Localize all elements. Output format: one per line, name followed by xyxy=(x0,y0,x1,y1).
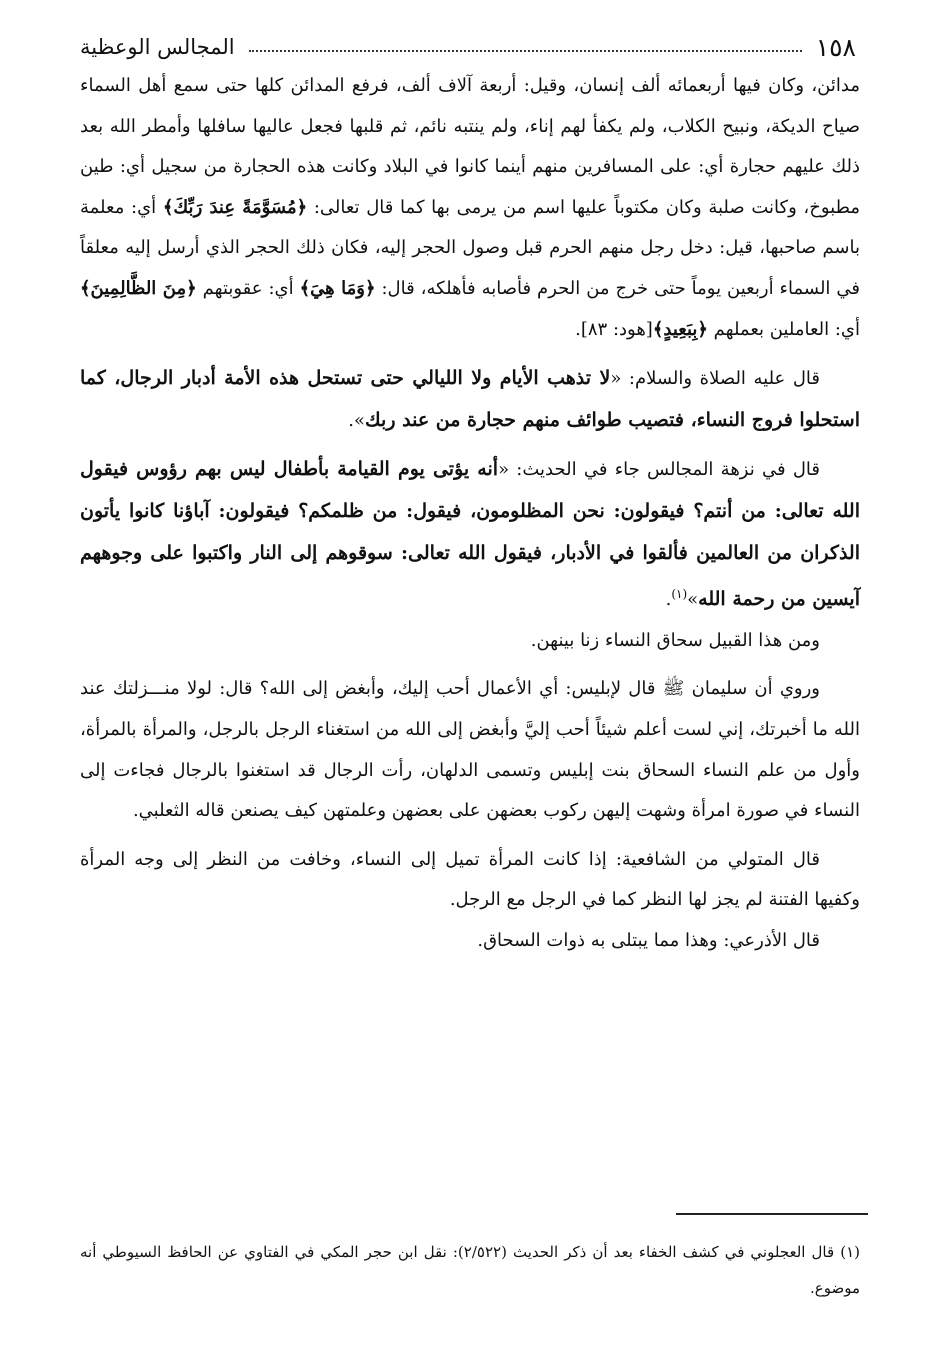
main-text xyxy=(80,66,860,961)
paragraph-2 xyxy=(80,358,860,441)
paragraph-1-text: مدائن، وكان فيها أربعمائه ألف إنسان، وقيل: أربعة آلاف ألف، فرفع المدائن كلها حتى سمع أهل السماء صياح الديكة، ونبيح الكلاب، ولم يكفأ لهم إناء، ولم ينتبه نائم، ثم قلبها فجعل عاليها سافلها وأمطر الله بعد ذلك عليهم حجارة أي: على المسافرين منهم أينما كانوا في البلاد وكانت هذه الحجارة من سجيل أي: طين مطبوخ، وكانت صلبة وكان مكتوباً عليها اسم من يرمى بها كما قال تعالى: xyxy=(80,75,860,218)
running-title: المجالس الوعظية xyxy=(80,35,235,59)
hadith-intro: قال في نزهة المجالس جاء في الحديث: « xyxy=(498,459,820,481)
quran-reference: [هود: ٨٣]. xyxy=(575,318,653,340)
paragraph-1-text-d: أي: العاملين بعملهم xyxy=(707,318,860,340)
hadith-close: » xyxy=(687,589,699,611)
page-header xyxy=(80,30,856,64)
hadith-intro: قال عليه الصلاة والسلام: « xyxy=(610,368,820,390)
paragraph-1-text-b: أي: معلمة باسم صاحبها، قيل: دخل رجل منهم الحرم قبل وصول الحجر إليه، فكان ذلك الحجر الذي أرسل إليه معلقاً في السماء أربعين يوماً حتى خرج من الحرم فأصابه فأهلكه، قال: xyxy=(80,196,860,299)
footnote-separator xyxy=(676,1213,868,1215)
page-number: ١٥٨ xyxy=(815,32,856,62)
quran-quote: ﴿مُسَوَّمَةً عِندَ رَبِّكَ﴾ xyxy=(162,196,308,218)
footnote-text: (١) قال العجلوني في كشف الخفاء بعد أن ذكر الحديث (٢/٥٢٢): نقل ابن حجر المكي في الفتاوي عن الحافظ السيوطي أنه موضوع. xyxy=(80,1243,860,1297)
hadith-text: أنه يؤتى يوم القيامة بأطفال ليس بهم رؤوس فيقول الله تعالى: من أنتم؟ فيقولون: نحن المظلومون، فيقول: من ظلمكم؟ فيقولون: آباؤنا كانوا يأتون الذكران من العالمين فألقوا في الأدبار، فيقول الله تعالى: سوقوهم إلى النار واكتبوا على وجوههم آيسين من رحمة الله xyxy=(80,458,860,611)
quran-quote: ﴿مِنَ الظَّالِمِينَ﴾ xyxy=(80,277,197,299)
paragraph-6: قال المتولي من الشافعية: إذا كانت المرأة تميل إلى النساء، وخافت من النظر إلى وجه المرأة وكفيها الفتنة لم يجز لها النظر كما في الرجل مع الرجل. xyxy=(80,848,860,911)
footnote xyxy=(80,1234,860,1306)
paragraph-7: قال الأذرعي: وهذا مما يبتلى به ذوات السحاق. xyxy=(477,929,820,951)
paragraph-5: وروي أن سليمان ﷺ قال لإبليس: أي الأعمال أحب إليك، وأبغض إلى الله؟ قال: لولا منـــزلتك عند الله ما أخبرتك، إني لست أعلم شيئاً أحب إليَّ وأبغض إلى الله من استغناء الرجل بالرجل، والمرأة بالمرأة، وأول من علم النساء السحاق بنت إبليس وتسمى الدلهان، رأت الرجال قد استغنوا بالرجال فجاءت إلى النساء في صورة امرأة وشهت إليهن ركوب بعضهن على بعضهن وعلمتهن كيف يصنعن قاله الثعلبي. xyxy=(80,678,861,822)
paragraph-3 xyxy=(80,449,860,620)
hadith-close: ». xyxy=(348,409,366,431)
header-dotted-leader xyxy=(249,50,802,52)
paragraph-1-text-c: أي: عقوبتهم xyxy=(196,277,300,299)
sentence-end: . xyxy=(665,589,672,611)
quran-quote: ﴿بِبَعِيدٍ﴾ xyxy=(652,318,708,340)
footnote-reference: (١) xyxy=(671,587,688,602)
hadith-text: لا تذهب الأيام ولا الليالي حتى تستحل هذه الأمة أدبار الرجال، كما استحلوا فروج النساء، فتصيب طوائف منهم حجارة من عند ربك xyxy=(80,367,860,431)
paragraph-4: ومن هذا القبيل سحاق النساء زنا بينهن. xyxy=(530,629,820,651)
quran-quote: ﴿وَمَا هِيَ﴾ xyxy=(299,277,376,299)
paragraph-1 xyxy=(80,66,860,350)
